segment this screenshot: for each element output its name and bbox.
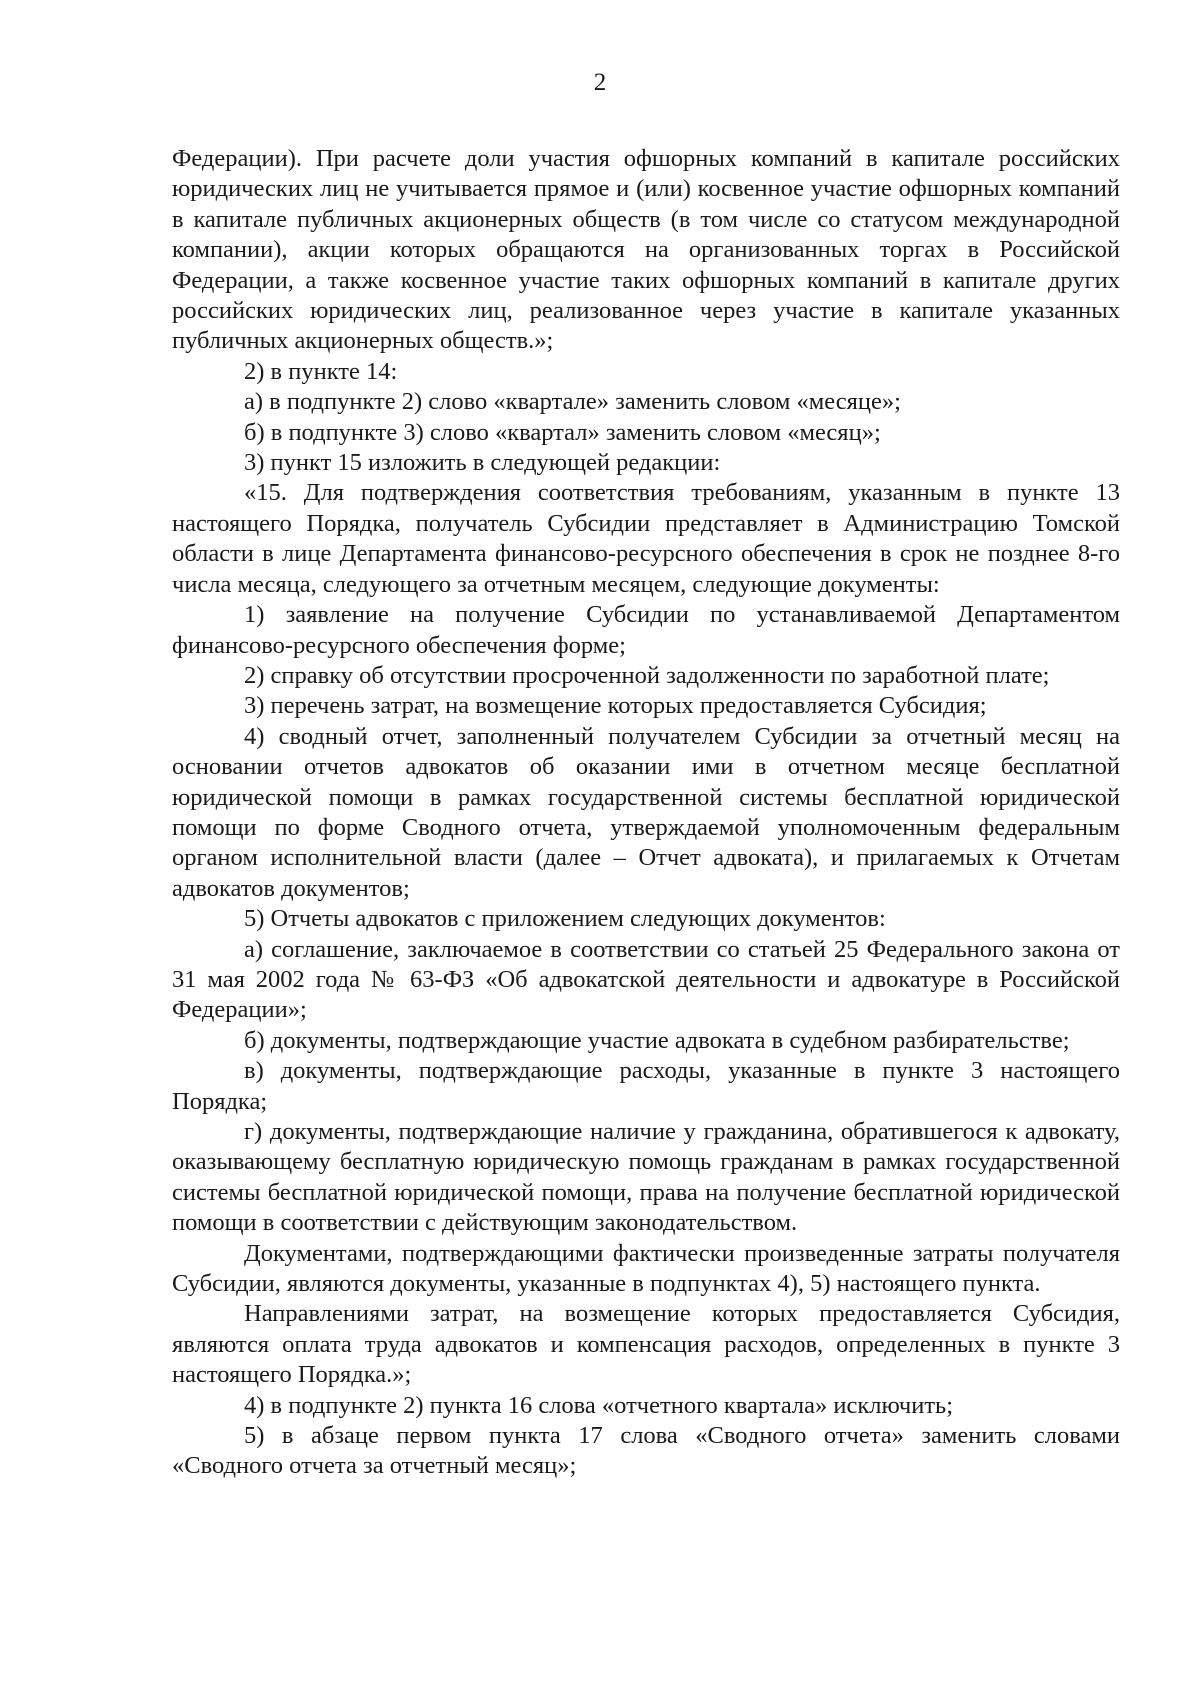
paragraph-cost-directions: Направлениями затрат, на возмещение которых предоставляется Субсидия, являются оплата труда адвокатов и компенсация расходов, определенных в пункте 3 настоящего Порядка.»;	[172, 1300, 1120, 1389]
paragraph-doc-5: 5) Отчеты адвокатов с приложением следующих документов:	[244, 905, 886, 933]
paragraph-doc-1: 1) заявление на получение Субсидии по устанавливаемой Департаментом финансово-ресурсного обеспечения форме;	[172, 601, 1120, 659]
paragraph-item-4: 4) в подпункте 2) пункта 16 слова «отчетного квартала» исключить;	[244, 1391, 954, 1419]
document-body	[172, 144, 1120, 1482]
paragraph-clause-15: «15. Для подтверждения соответствия требованиям, указанным в пункте 13 настоящего Порядка, получатель Субсидии представляет в Администрацию Томской области в лице Департамента финансово-ресурсного обеспечения в срок не позднее 8-го числа месяца, следующего за отчетным месяцем, следующие документы:	[172, 479, 1120, 598]
paragraph-doc-5a: а) соглашение, заключаемое в соответствии со статьей 25 Федерального закона от 31 мая 2002 года № 63-ФЗ «Об адвокатской деятельности и адвокатуре в Российской Федерации»;	[172, 935, 1120, 1024]
paragraph-doc-3: 3) перечень затрат, на возмещение которых предоставляется Субсидия;	[244, 692, 987, 720]
paragraph-item-3: 3) пункт 15 изложить в следующей редакции:	[244, 449, 721, 477]
paragraph-doc-2: 2) справку об отсутствии просроченной задолженности по заработной плате;	[244, 661, 1050, 689]
paragraph-continuation: Федерации). При расчете доли участия офшорных компаний в капитале российских юридических лиц не учитывается прямое и (или) косвенное участие офшорных компаний в капитале публичных акционерных обществ (в том числе со статусом международной компании), акции которых обращаются на организованных торгах в Российской Федерации, а также косвенное участие таких офшорных компаний в капитале других российских юридических лиц, реализованное через участие в капитале указанных публичных акционерных обществ.»;	[172, 145, 1120, 355]
paragraph-item-2a: а) в подпункте 2) слово «квартале» заменить словом «месяце»;	[244, 388, 901, 416]
paragraph-item-5: 5) в абзаце первом пункта 17 слова «Сводного отчета» заменить словами «Сводного отчета за отчетный месяц»;	[172, 1422, 1120, 1480]
paragraph-doc-5b: б) документы, подтверждающие участие адвоката в судебном разбирательстве;	[244, 1026, 1070, 1054]
paragraph-doc-4: 4) сводный отчет, заполненный получателем Субсидии за отчетный месяц на основании отчетов адвокатов об оказании ими в отчетном месяце бесплатной юридической помощи в рамках государственной системы бесплатной юридической помощи по форме Сводного отчета, утверждаемой уполномоченным федеральным органом исполнительной власти (далее – Отчет адвоката), и прилагаемых к Отчетам адвокатов документов;	[172, 722, 1120, 902]
paragraph-item-2: 2) в пункте 14:	[244, 357, 398, 385]
paragraph-doc-5d: г) документы, подтверждающие наличие у гражданина, обратившегося к адвокату, оказывающему бесплатную юридическую помощь гражданам в рамках государственной системы бесплатной юридической помощи, права на получение бесплатной юридической помощи в соответствии с действующим законодательством.	[172, 1118, 1120, 1237]
paragraph-doc-5c: в) документы, подтверждающие расходы, указанные в пункте 3 настоящего Порядка;	[172, 1057, 1120, 1115]
paragraph-supporting-docs: Документами, подтверждающими фактически произведенные затраты получателя Субсидии, являются документы, указанные в подпунктах 4), 5) настоящего пункта.	[172, 1239, 1120, 1298]
page-number: 2	[593, 69, 607, 96]
paragraph-item-2b: б) в подпункте 3) слово «квартал» заменить словом «месяц»;	[244, 418, 881, 446]
